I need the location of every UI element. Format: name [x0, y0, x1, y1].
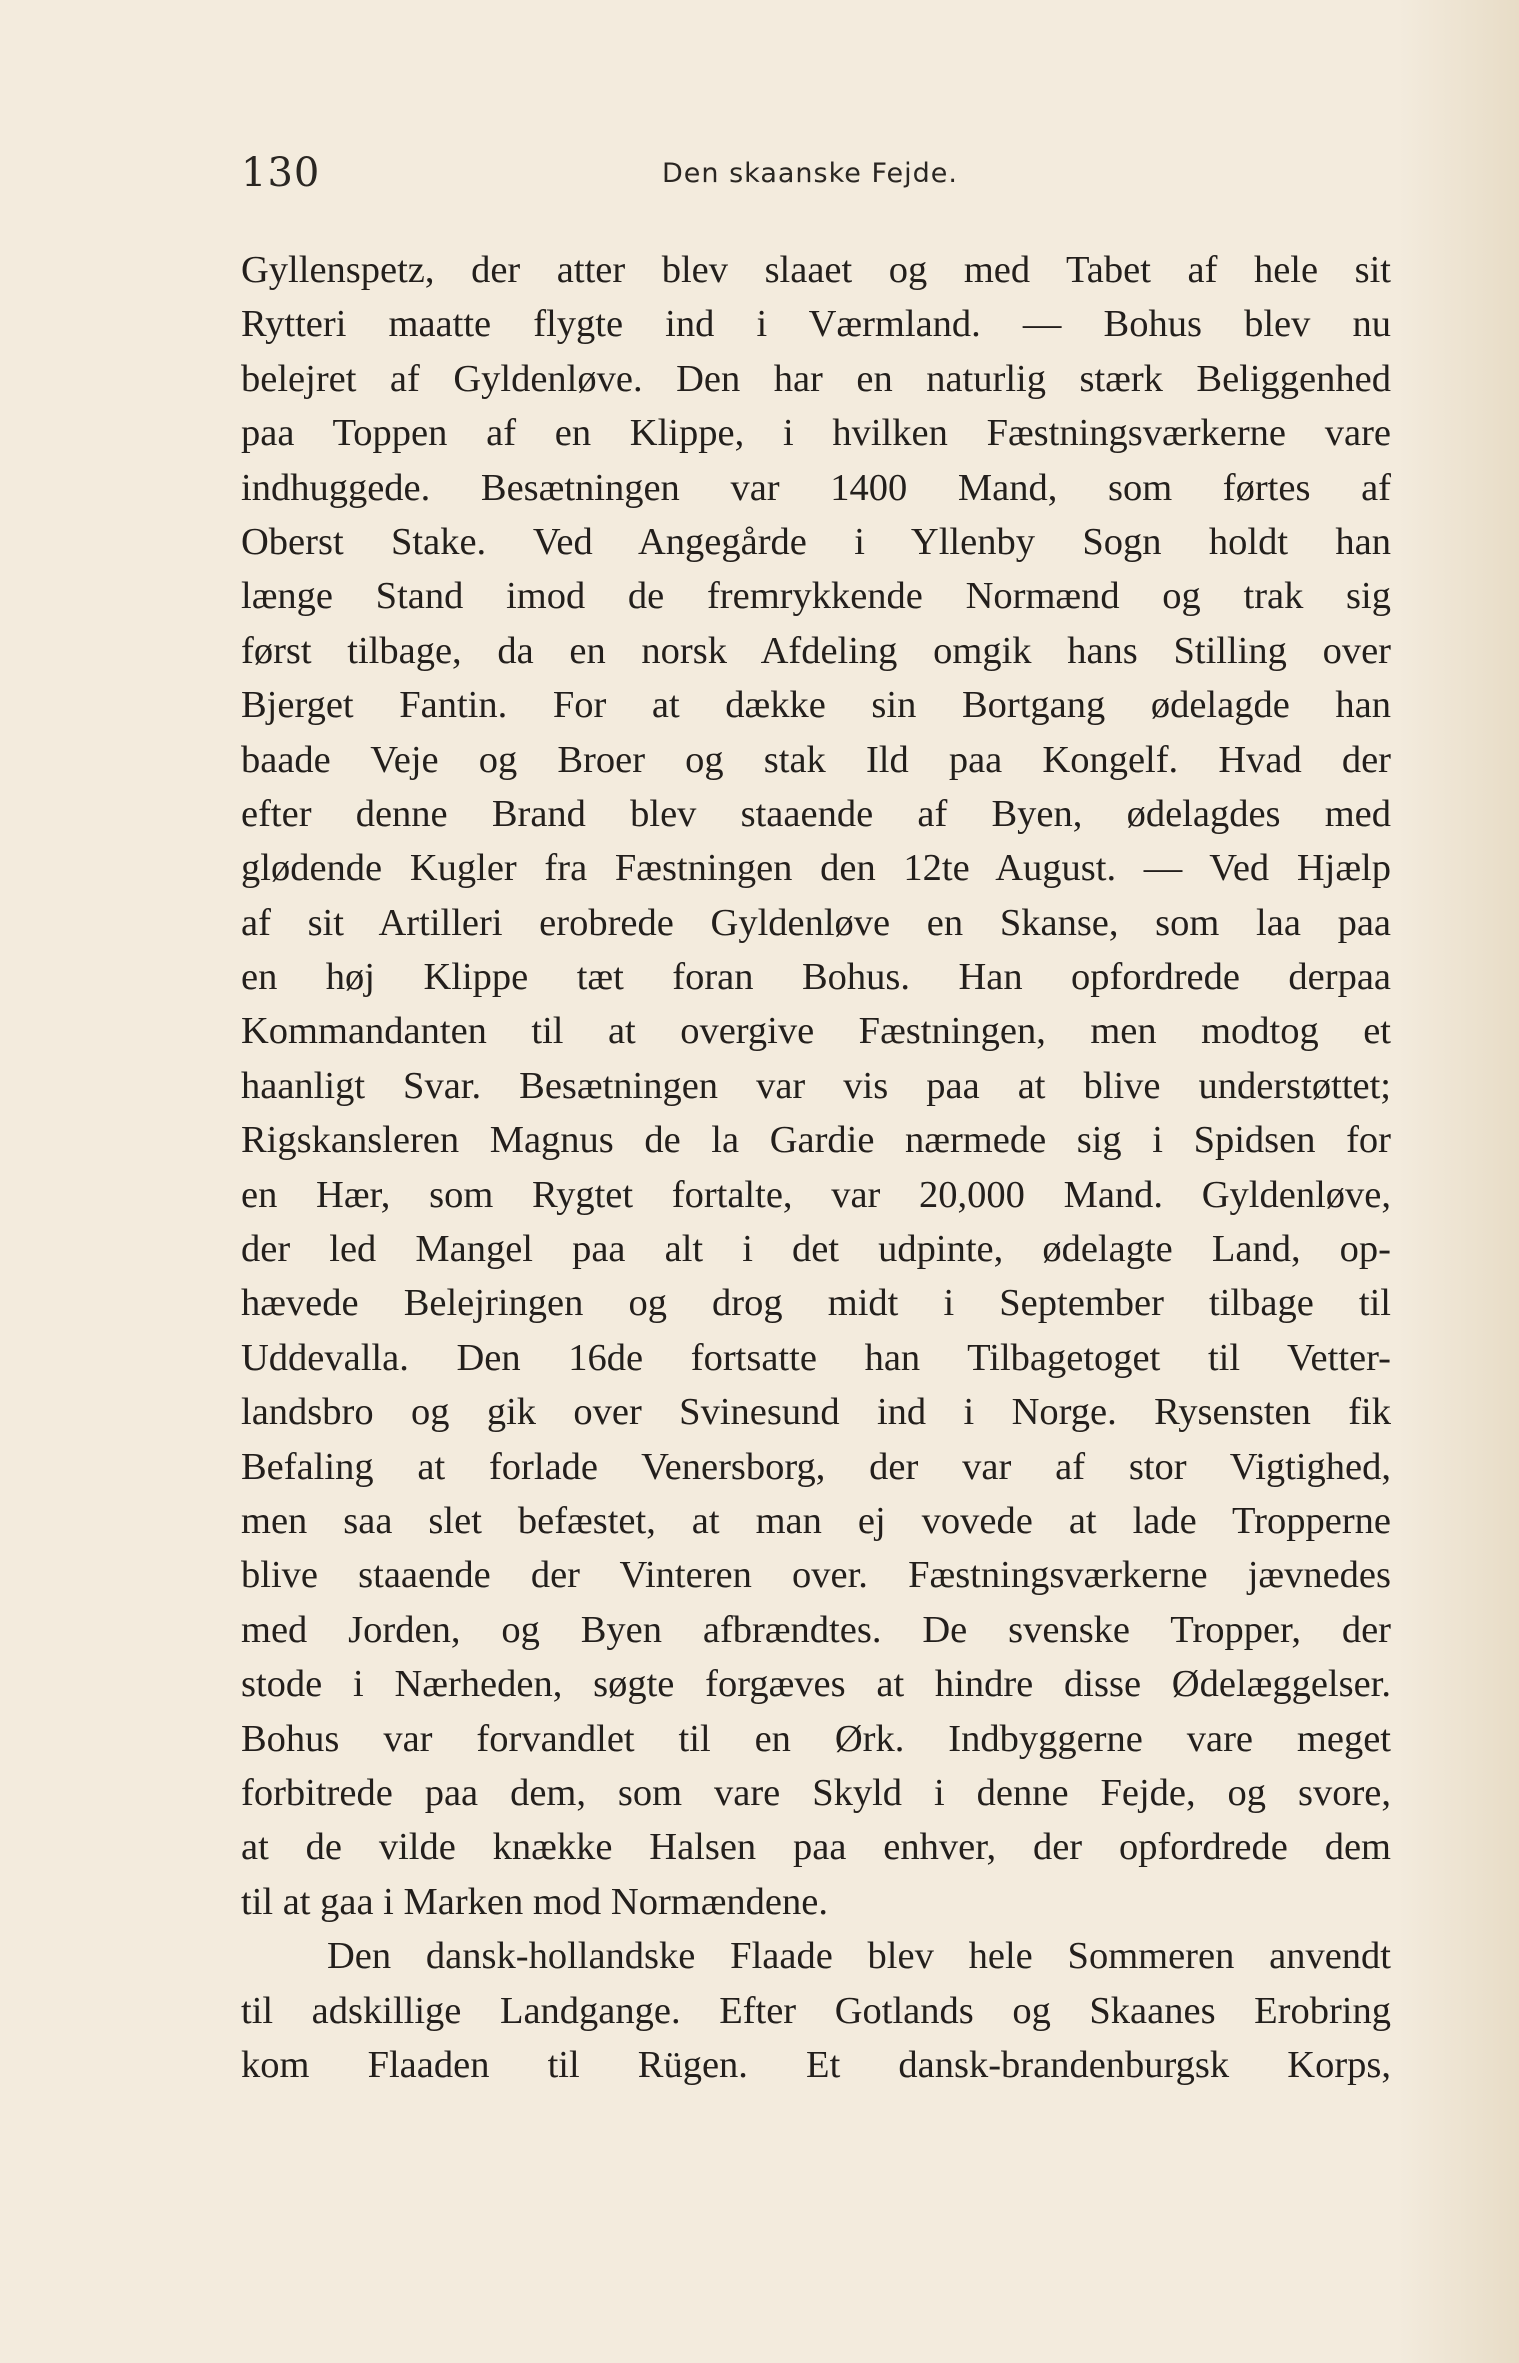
- text-line: Kommandanten til at overgive Fæstningen, men modtog et: [241, 1010, 1391, 1053]
- text-line: Oberst Stake. Ved Angegårde i Yllenby Sogn holdt han: [241, 520, 1391, 563]
- text-line: blive staaende der Vinteren over. Fæstningsværkerne jævnedes: [241, 1554, 1391, 1597]
- text-line: Befaling at forlade Venersborg, der var af stor Vigtighed,: [241, 1445, 1391, 1488]
- text-line: efter denne Brand blev staaende af Byen, ødelagdes med: [241, 792, 1391, 835]
- text-line: en høj Klippe tæt foran Bohus. Han opfordrede derpaa: [241, 956, 1391, 999]
- text-line: af sit Artilleri erobrede Gyldenløve en Skanse, som laa paa: [241, 901, 1391, 944]
- text-line: kom Flaaden til Rügen. Et dansk-brandenburgsk Korps,: [241, 2043, 1391, 2086]
- text-line: haanligt Svar. Besætningen var vis paa at blive understøttet;: [241, 1064, 1391, 1107]
- paragraph-end-line: til at gaa i Marken mod Normændene.: [241, 1880, 828, 1923]
- text-line: paa Toppen af en Klippe, i hvilken Fæstningsværkerne vare: [241, 412, 1391, 455]
- text-line: Rigskansleren Magnus de la Gardie nærmede sig i Spidsen for: [241, 1119, 1391, 1162]
- paragraph-start-line: Den dansk-hollandske Flaade blev hele Sommeren anvendt: [327, 1935, 1391, 1978]
- text-line: forbitrede paa dem, som vare Skyld i denne Fejde, og svore,: [241, 1771, 1391, 1814]
- text-line: med Jorden, og Byen afbrændtes. De svenske Tropper, der: [241, 1608, 1391, 1651]
- text-line: en Hær, som Rygtet fortalte, var 20,000 Mand. Gyldenløve,: [241, 1173, 1391, 1216]
- text-line: belejret af Gyldenløve. Den har en naturlig stærk Beliggenhed: [241, 357, 1391, 400]
- text-line: længe Stand imod de fremrykkende Normænd og trak sig: [241, 575, 1391, 618]
- text-line: til adskillige Landgange. Efter Gotlands og Skaanes Erobring: [241, 1989, 1391, 2032]
- text-line: glødende Kugler fra Fæstningen den 12te August. — Ved Hjælp: [241, 847, 1391, 890]
- running-head: Den skaanske Fejde.: [662, 158, 958, 189]
- text-line: baade Veje og Broer og stak Ild paa Kongelf. Hvad der: [241, 738, 1391, 781]
- text-line: Gyllenspetz, der atter blev slaaet og med Tabet af hele sit: [241, 249, 1391, 291]
- body-text: [241, 243, 1391, 2092]
- text-line: indhuggede. Besætningen var 1400 Mand, som førtes af: [241, 466, 1391, 509]
- page-number: 130: [241, 150, 321, 196]
- text-line: Rytteri maatte flygte ind i Værmland. — Bohus blev nu: [241, 303, 1391, 346]
- text-line: der led Mangel paa alt i det udpinte, ødelagte Land, op-: [241, 1228, 1391, 1271]
- text-line: stode i Nærheden, søgte forgæves at hindre disse Ødelæggelser.: [241, 1663, 1391, 1706]
- text-line: men saa slet befæstet, at man ej vovede at lade Tropperne: [241, 1499, 1391, 1542]
- text-line: Bohus var forvandlet til en Ørk. Indbyggerne vare meget: [241, 1717, 1391, 1760]
- text-line: først tilbage, da en norsk Afdeling omgik hans Stilling over: [241, 629, 1391, 672]
- text-line: at de vilde knække Halsen paa enhver, der opfordrede dem: [241, 1826, 1391, 1869]
- text-line: Bjerget Fantin. For at dække sin Bortgang ødelagde han: [241, 684, 1391, 727]
- text-line: hævede Belejringen og drog midt i September tilbage til: [241, 1282, 1391, 1325]
- text-line: landsbro og gik over Svinesund ind i Norge. Rysensten fik: [241, 1391, 1391, 1434]
- text-line: Uddevalla. Den 16de fortsatte han Tilbagetoget til Vetter-: [241, 1336, 1391, 1379]
- page-header: [241, 150, 1391, 210]
